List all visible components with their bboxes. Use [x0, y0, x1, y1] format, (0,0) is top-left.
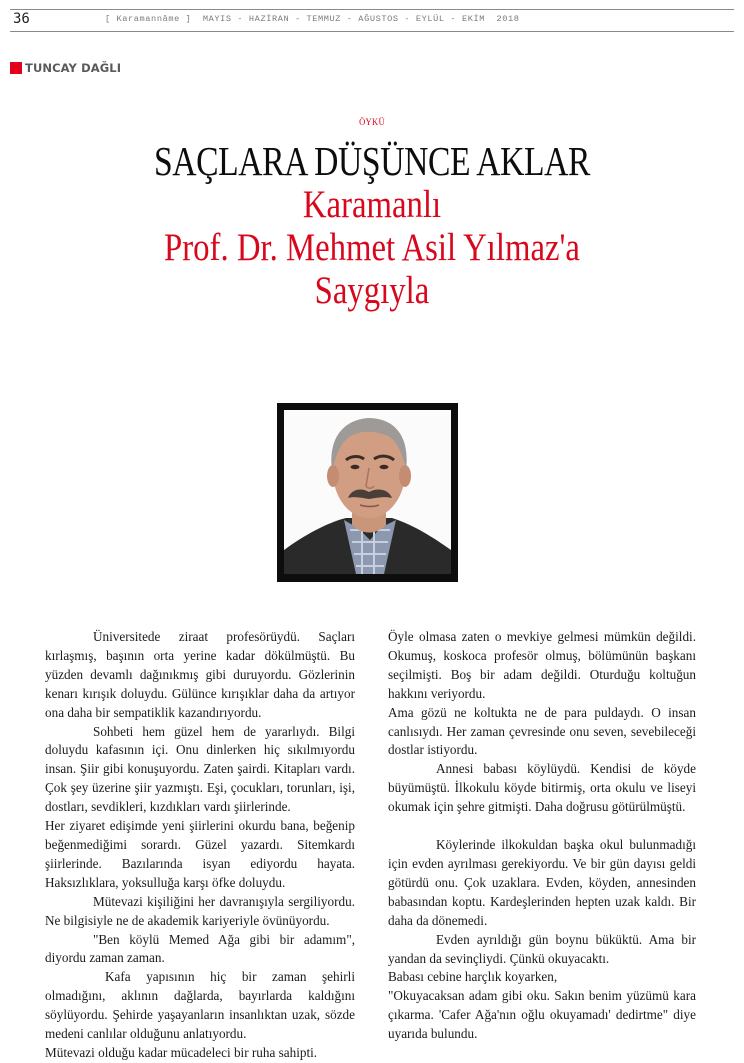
paragraph: Annesi babası köylüydü. Kendisi de köyde büyümüştü. İlkokulu köyde bitirmiş, orta okulu ve liseyi okumak için şehre gitmişti. Daha doğrusu götürülmüştü.: [388, 761, 696, 815]
paragraph: "Ben köylü Memed Ağa gibi bir adamım", diyordu zaman zaman.: [45, 931, 355, 966]
paragraph: Öyle olmasa zaten o mevkiye gelmesi mümkün değildi. Okumuş, koskoca profesör olmuş, bölümünün başkanı seçilmişti. Boş bir adam değildi. Oturduğu koltuğun hakkını veriyordu.: [388, 629, 696, 701]
article-column-right: [388, 628, 696, 1044]
portrait-illustration: [284, 410, 451, 574]
author-tag: [10, 61, 121, 75]
paragraph: Babası cebine harçlık koyarken,: [388, 969, 558, 985]
paragraph: Her ziyaret edişimde yeni şiirlerini okurdu bana, beğenip beğenmediğimi sorardı. Güzel yazardı. Sitemkardı şiirlerinde. Bazılarında isyan ediyordu hayata. Haksızlıklara, yoksulluğa karşı öfke doluydu.: [45, 818, 355, 890]
paragraph: Üniversitede ziraat profesörüydü. Saçları kırlaşmış, başının orta yerine kadar dökülmüştü. Bu yüzden devamlı dağınıkmış gibi duruyordu. Gözlerinin kenarı kırışık doluydu. Gülünce kırışıklar daha da artıyor ona daha bir sempatiklik kazandırıyordu.: [45, 629, 355, 720]
author-marker-icon: [10, 62, 22, 74]
genre-label: ÖYKÜ: [359, 118, 385, 128]
running-header: [10, 9, 734, 32]
paragraph: Sohbeti hem güzel hem de yararlıydı. Bilgi doluydu kafasının içi. Onu dinlerken hiç sıkılmıyordu insan. Şiir gibi konuşuyordu. Zaten şairdi. Kitapları vardı. Çok şey üzerine şiir yazmıştı. Eşi, çocukları, torunları, işi, dostları, sevdikleri, kızdıkları vardı şiirlerinde.: [45, 723, 355, 815]
author-name: TUNCAY DAĞLI: [25, 61, 122, 75]
subtitle-line: Saygıyla: [314, 269, 430, 312]
paragraph: Köylerinde ilkokuldan başka okul bulunmadığı için evden ayrılması gerekiyordu. Ve bir gün dayısı geldi götürdü onu. Çok uzaklara. Evden, köyden, annesinden babasından koptu. Kardeşlerinden hepten uzak kaldı. Bir daha da dönemedi.: [388, 837, 696, 928]
paragraph: Kafa yapısının hiç bir zaman şehirli olmadığını, aklının dağlarda, bayırlarda kaldığını söylüyordu. Şehirde yaşayanların insanlıktan uzak, sözde medeni canlılar olduğunu anlatıyordu.: [45, 969, 355, 1042]
paragraph: Mütevazi kişiliğini her davranışıyla sergiliyordu. Ne bilgisiyle ne de akademik kariyeriyle övünüyordu.: [45, 893, 355, 928]
subtitle-line: Prof. Dr. Mehmet Asil Yılmaz'a: [164, 226, 580, 269]
headline-block: [0, 118, 744, 312]
portrait-frame: [277, 403, 458, 582]
article-column-left: [45, 628, 355, 1063]
article-title: SAÇLARA DÜŞÜNCE AKLAR: [153, 138, 590, 184]
paragraph: Ama gözü ne koltukta ne de para puldaydı. O insan canlısıydı. Her zaman çevresinde onu seven, sevebileceği dostlar istiyordu.: [388, 704, 696, 758]
subtitle-line: Karamanlı: [302, 183, 442, 226]
issue-line: [ Karamannâme ] MAYIS - HAZİRAN - TEMMUZ - AĞUSTOS - EYLÜL - EKİM 2018: [105, 14, 520, 24]
page-number: 36: [13, 11, 30, 27]
paragraph: "Okuyacaksan adam gibi oku. Sakın benim yüzümü kara çıkarma. 'Cafer Ağa'nın oğlu okuyamadı' dedirtme" diye uyarıda bulundu.: [388, 988, 696, 1042]
paragraph: Mütevazi olduğu kadar mücadeleci bir ruha sahipti.: [45, 1044, 318, 1060]
paragraph: Evden ayrıldığı gün boynu büküktü. Ama bir yandan da sevinçliydi. Çünkü okuyacaktı.: [388, 931, 696, 966]
portrait-photo-icon: [284, 410, 451, 574]
